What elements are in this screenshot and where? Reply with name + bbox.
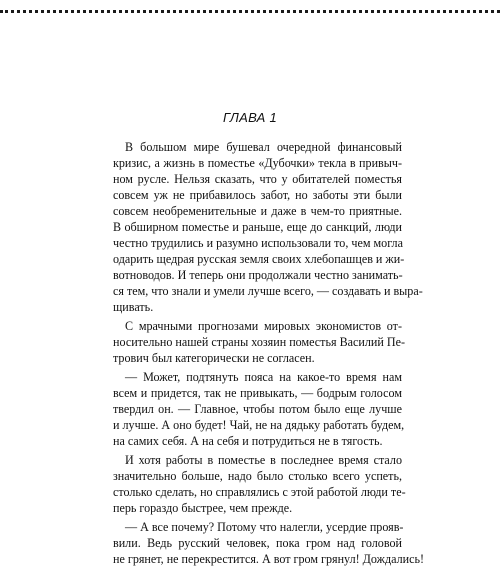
top-dotted-rule bbox=[0, 10, 500, 13]
paragraph bbox=[113, 318, 405, 366]
text-line: твердил он. — Главное, чтобы потом было еще лучше bbox=[113, 402, 402, 416]
text-line: С мрачными прогнозами мировых экономистов от- bbox=[125, 319, 402, 333]
text-line: честно трудились и разумно использовали то, чем могла bbox=[113, 236, 403, 250]
paragraph bbox=[113, 369, 405, 449]
text-line: кризис, а жизнь в поместье «Дубочки» текла в привыч- bbox=[113, 156, 402, 170]
paragraph bbox=[113, 452, 406, 516]
text-line: трович был категорически не согласен. bbox=[113, 351, 315, 365]
text-line: И хотя работы в поместье в последнее время стало bbox=[125, 453, 402, 467]
text-line: не грянет, не перекрестится. А вот гром грянул! Дождались! bbox=[113, 552, 425, 566]
text-line: одарить щедрая русская земля своих хлебопашцев и жи- bbox=[113, 252, 405, 266]
text-line: столько сделать, но справлялись с этой работой люди те- bbox=[113, 485, 406, 499]
text-line: — А все почему? Потому что налегли, усердие прояв- bbox=[125, 520, 404, 534]
text-line: и лучше. А оно будет! Чай, не на дядьку работать будем, bbox=[113, 418, 405, 432]
text-line: совсем уж не прибавилось забот, но заботы эти были bbox=[113, 188, 402, 202]
text-line: вотноводов. И теперь они продолжали честно занимать- bbox=[113, 268, 403, 282]
text-line: В обширном поместье и раньше, еще до санкций, люди bbox=[113, 220, 402, 234]
text-line: перь гораздо быстрее, чем прежде. bbox=[113, 501, 293, 515]
body-text bbox=[113, 139, 425, 570]
text-line: носительно нашей страны хозяин поместья Василий Пе- bbox=[113, 335, 405, 349]
text-line: ся тем, что знали и умели лучше всего, — создавать и выра- bbox=[113, 284, 423, 298]
text-line: вили. Ведь русский человек, пока гром над головой bbox=[113, 536, 402, 550]
text-line: щивать. bbox=[113, 300, 154, 314]
text-line: совсем необременительные и даже в чем-то приятные. bbox=[113, 204, 402, 218]
chapter-heading: ГЛАВА 1 bbox=[222, 110, 278, 125]
paragraph bbox=[113, 139, 423, 315]
text-line: В большом мире бушевал очередной финансовый bbox=[125, 140, 402, 154]
text-line: значительно больше, надо было столько всего успеть, bbox=[113, 469, 402, 483]
text-line: ном русле. Нельзя сказать, что у обитателей поместья bbox=[113, 172, 402, 186]
paragraph bbox=[113, 519, 425, 567]
text-line: всем и придется, так не привыкать, — бодрым голосом bbox=[113, 386, 402, 400]
text-line: на самих себя. А на себя и потрудиться не в тягость. bbox=[113, 434, 383, 448]
text-line: — Может, подтянуть пояса на какое-то время нам bbox=[125, 370, 402, 384]
